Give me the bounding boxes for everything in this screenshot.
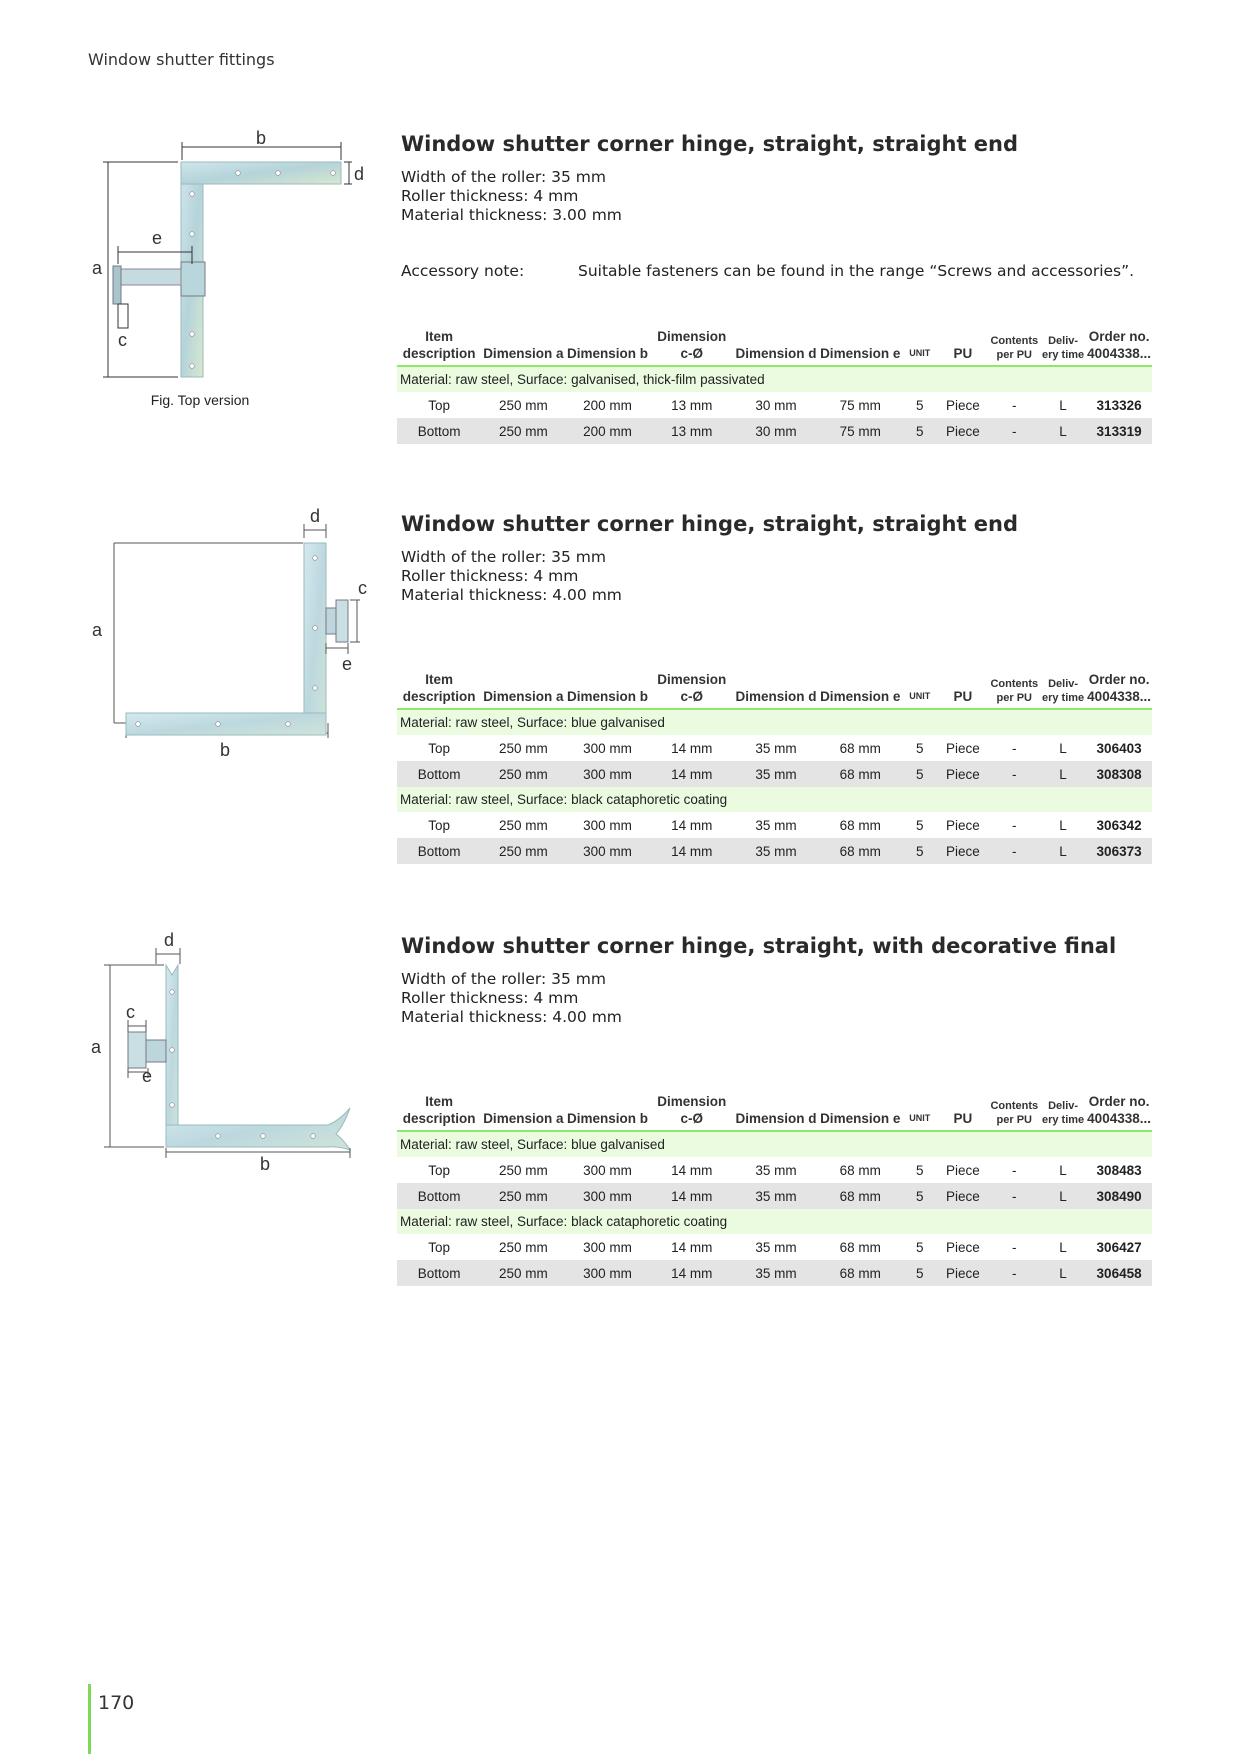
cell-item-description: Bottom [397, 761, 481, 787]
cell-dimension-a: 250 mm [498, 397, 548, 413]
cell-unit: 5 [916, 1239, 924, 1255]
col-dimension-c: Dimension c-Ø [650, 1093, 734, 1131]
cell-dimension-b: 200 mm [583, 397, 632, 413]
product-title: Window shutter corner hinge, straight, straight end [401, 132, 1019, 156]
table-row [397, 1183, 1152, 1209]
cell-order-no: 308308 [1086, 761, 1152, 787]
cell-order-no: 306458 [1086, 1260, 1152, 1286]
cell-pu: Piece [946, 397, 980, 413]
table-header-row [397, 1093, 1152, 1131]
cell-pu: Piece [946, 1162, 980, 1178]
cell-order-no: 306403 [1096, 740, 1142, 756]
col-delivery-time: Deliv- ery time [1040, 671, 1086, 709]
cell-dimension-a: 250 mm [498, 1162, 548, 1178]
cell-dimension-b: 300 mm [565, 838, 649, 864]
cell-dimension-b: 300 mm [565, 1260, 649, 1286]
cell-unit: 5 [916, 740, 924, 756]
dim-label-e: e [152, 228, 163, 248]
table-row [397, 1234, 1152, 1260]
hinge-figure-2 [88, 508, 388, 768]
cell-order-no: 308483 [1096, 1162, 1142, 1178]
cell-dimension-a: 250 mm [481, 418, 565, 444]
cell-item-description: Bottom [397, 1260, 481, 1286]
cell-dimension-c: 14 mm [650, 1183, 734, 1209]
page-number: 170 [98, 1692, 135, 1714]
cell-dimension-d: 35 mm [734, 1183, 818, 1209]
cell-dimension-d: 35 mm [734, 761, 818, 787]
col-pu: PU [937, 1093, 988, 1131]
col-dimension-c: Dimension c-Ø [650, 671, 734, 709]
cell-dimension-d: 35 mm [755, 1162, 797, 1178]
cell-dimension-e: 68 mm [839, 1162, 881, 1178]
cell-dimension-c: 14 mm [671, 817, 713, 833]
cell-dimension-b: 300 mm [583, 1239, 632, 1255]
material-row [397, 1131, 1152, 1157]
table-row [397, 838, 1152, 864]
cell-dimension-e: 68 mm [839, 817, 881, 833]
cell-order-no: 306427 [1096, 1239, 1142, 1255]
cell-dimension-e: 68 mm [818, 838, 902, 864]
cell-dimension-e: 68 mm [818, 1260, 902, 1286]
table-row [397, 735, 1152, 761]
table-row [397, 418, 1152, 444]
cell-contents-per-pu: - [989, 1183, 1040, 1209]
col-dimension-d: Dimension d [734, 671, 818, 709]
cell-contents-per-pu: - [1012, 397, 1017, 413]
cell-order-no: 313319 [1086, 418, 1152, 444]
cell-dimension-b: 300 mm [583, 1162, 632, 1178]
cell-item-description: Top [428, 1162, 450, 1178]
col-delivery-time: Deliv- ery time [1040, 1093, 1086, 1131]
material-row [397, 366, 1152, 392]
cell-delivery-time: L [1040, 1183, 1086, 1209]
cell-unit: 5 [916, 1162, 924, 1178]
dim-label-e: e [142, 1066, 153, 1086]
cell-order-no: 306342 [1096, 817, 1142, 833]
cell-pu: Piece [937, 1183, 988, 1209]
cell-delivery-time: L [1040, 838, 1086, 864]
cell-dimension-b: 300 mm [565, 761, 649, 787]
col-dimension-a: Dimension a [481, 671, 565, 709]
figure-caption: Fig. Top version [150, 392, 250, 408]
cell-dimension-a: 250 mm [481, 1260, 565, 1286]
cell-dimension-c: 14 mm [671, 1162, 713, 1178]
col-pu: PU [937, 328, 988, 366]
cell-dimension-b: 300 mm [583, 740, 632, 756]
spec-roller-thickness: Roller thickness: 4 mm [401, 187, 579, 205]
spec-material-thickness: Material thickness: 4.00 mm [401, 1008, 622, 1026]
cell-item-description: Top [428, 1239, 450, 1255]
col-item-description: Item description [397, 671, 481, 709]
cell-contents-per-pu: - [1012, 740, 1017, 756]
cell-dimension-d: 30 mm [734, 418, 818, 444]
dim-label-d: d [310, 506, 321, 526]
cell-item-description: Bottom [397, 838, 481, 864]
cell-dimension-b: 300 mm [583, 817, 632, 833]
cell-dimension-c: 14 mm [650, 1260, 734, 1286]
cell-delivery-time: L [1040, 761, 1086, 787]
accessory-note-label: Accessory note: [401, 262, 525, 280]
dim-label-c: c [358, 578, 367, 598]
cell-dimension-e: 68 mm [818, 1183, 902, 1209]
cell-pu: Piece [946, 1239, 980, 1255]
hinge-figure-1 [88, 128, 388, 394]
dim-label-c: c [118, 330, 127, 350]
cell-pu: Piece [946, 817, 980, 833]
cell-dimension-c: 13 mm [671, 397, 713, 413]
cell-delivery-time: L [1040, 418, 1086, 444]
running-head: Window shutter fittings [88, 50, 275, 69]
product-title: Window shutter corner hinge, straight, straight end [401, 512, 1019, 536]
cell-item-description: Top [428, 397, 450, 413]
spec-roller-thickness: Roller thickness: 4 mm [401, 989, 579, 1007]
cell-dimension-a: 250 mm [498, 817, 548, 833]
col-order-no: Order no. 4004338... [1086, 328, 1152, 366]
dim-label-b: b [260, 1154, 271, 1174]
spec-material-thickness: Material thickness: 4.00 mm [401, 586, 622, 604]
cell-dimension-a: 250 mm [481, 761, 565, 787]
col-contents-per-pu: Contents per PU [989, 1093, 1040, 1131]
cell-pu: Piece [946, 740, 980, 756]
material-label: Material: raw steel, Surface: black cataphoretic coating [397, 1209, 1152, 1234]
dim-label-c: c [126, 1002, 135, 1022]
cell-dimension-b: 300 mm [565, 1183, 649, 1209]
cell-dimension-d: 35 mm [734, 1260, 818, 1286]
material-row [397, 709, 1152, 735]
cell-dimension-a: 250 mm [481, 1183, 565, 1209]
cell-dimension-c: 14 mm [671, 1239, 713, 1255]
col-order-no: Order no. 4004338... [1086, 671, 1152, 709]
col-order-no: Order no. 4004338... [1086, 1093, 1152, 1131]
col-dimension-e: Dimension e [818, 671, 902, 709]
cell-contents-per-pu: - [989, 1260, 1040, 1286]
cell-unit: 5 [916, 397, 924, 413]
table-row [397, 812, 1152, 838]
cell-order-no: 313326 [1096, 397, 1142, 413]
col-dimension-e: Dimension e [818, 1093, 902, 1131]
dim-label-b: b [256, 128, 267, 148]
col-dimension-b: Dimension b [565, 328, 649, 366]
cell-item-description: Top [428, 817, 450, 833]
cell-dimension-d: 35 mm [755, 740, 797, 756]
hinge-drawing-1 [88, 128, 388, 379]
col-unit: UNIT [902, 1093, 937, 1131]
col-unit: UNIT [902, 328, 937, 366]
hinge-drawing-3 [88, 920, 388, 1174]
spec-table-1 [397, 328, 1152, 444]
cell-pu: Piece [937, 838, 988, 864]
cell-unit: 5 [902, 838, 937, 864]
spec-material-thickness: Material thickness: 3.00 mm [401, 206, 622, 224]
cell-dimension-b: 200 mm [565, 418, 649, 444]
cell-order-no: 308490 [1086, 1183, 1152, 1209]
cell-order-no: 306373 [1086, 838, 1152, 864]
cell-delivery-time: L [1059, 817, 1067, 833]
cell-delivery-time: L [1059, 740, 1067, 756]
col-unit: UNIT [902, 671, 937, 709]
cell-dimension-e: 68 mm [839, 740, 881, 756]
material-row [397, 787, 1152, 812]
cell-dimension-a: 250 mm [498, 1239, 548, 1255]
dim-label-b: b [220, 740, 231, 760]
col-pu: PU [937, 671, 988, 709]
spec-roller-width: Width of the roller: 35 mm [401, 548, 606, 566]
cell-dimension-e: 68 mm [839, 1239, 881, 1255]
col-dimension-d: Dimension d [734, 328, 818, 366]
cell-unit: 5 [902, 1260, 937, 1286]
cell-contents-per-pu: - [1012, 1239, 1017, 1255]
material-label: Material: raw steel, Surface: blue galvanised [397, 1131, 1152, 1157]
accessory-note-text: Suitable fasteners can be found in the range “Screws and accessories”. [578, 262, 1135, 280]
table-header-row [397, 328, 1152, 366]
col-dimension-b: Dimension b [565, 1093, 649, 1131]
cell-unit: 5 [902, 1183, 937, 1209]
col-delivery-time: Deliv- ery time [1040, 328, 1086, 366]
hinge-figure-3 [88, 920, 388, 1180]
cell-contents-per-pu: - [989, 418, 1040, 444]
table-header-row [397, 671, 1152, 709]
cell-dimension-d: 35 mm [755, 1239, 797, 1255]
table-row [397, 1260, 1152, 1286]
cell-dimension-c: 13 mm [650, 418, 734, 444]
cell-dimension-d: 35 mm [755, 817, 797, 833]
dim-label-a: a [92, 620, 103, 640]
cell-dimension-e: 75 mm [818, 418, 902, 444]
dim-label-d: d [164, 930, 175, 950]
cell-dimension-a: 250 mm [481, 838, 565, 864]
cell-item-description: Bottom [397, 418, 481, 444]
spec-roller-thickness: Roller thickness: 4 mm [401, 567, 579, 585]
cell-dimension-d: 30 mm [755, 397, 797, 413]
spec-roller-width: Width of the roller: 35 mm [401, 168, 606, 186]
cell-unit: 5 [902, 418, 937, 444]
cell-item-description: Bottom [397, 1183, 481, 1209]
cell-pu: Piece [937, 418, 988, 444]
cell-contents-per-pu: - [1012, 1162, 1017, 1178]
cell-dimension-c: 14 mm [650, 838, 734, 864]
dim-label-e: e [342, 654, 353, 674]
cell-dimension-d: 35 mm [734, 838, 818, 864]
material-label: Material: raw steel, Surface: black cataphoretic coating [397, 787, 1152, 812]
page-number-bar [88, 1684, 135, 1754]
col-contents-per-pu: Contents per PU [989, 328, 1040, 366]
cell-unit: 5 [902, 761, 937, 787]
col-dimension-b: Dimension b [565, 671, 649, 709]
cell-contents-per-pu: - [989, 838, 1040, 864]
cell-pu: Piece [937, 761, 988, 787]
spec-table-2 [397, 671, 1152, 864]
cell-unit: 5 [916, 817, 924, 833]
product-title: Window shutter corner hinge, straight, with decorative final [401, 934, 1117, 958]
table-row [397, 1157, 1152, 1183]
cell-item-description: Top [428, 740, 450, 756]
col-item-description: Item description [397, 328, 481, 366]
col-dimension-c: Dimension c-Ø [650, 328, 734, 366]
material-row [397, 1209, 1152, 1234]
table-row [397, 761, 1152, 787]
cell-delivery-time: L [1059, 1162, 1067, 1178]
dim-label-a: a [91, 1037, 102, 1057]
cell-delivery-time: L [1040, 1260, 1086, 1286]
col-dimension-a: Dimension a [481, 1093, 565, 1131]
cell-delivery-time: L [1059, 1239, 1067, 1255]
col-contents-per-pu: Contents per PU [989, 671, 1040, 709]
material-label: Material: raw steel, Surface: galvanised, thick-film passivated [397, 366, 1152, 392]
cell-contents-per-pu: - [1012, 817, 1017, 833]
cell-dimension-e: 75 mm [839, 397, 881, 413]
table-row [397, 392, 1152, 418]
cell-dimension-e: 68 mm [818, 761, 902, 787]
cell-pu: Piece [937, 1260, 988, 1286]
cell-dimension-c: 14 mm [650, 761, 734, 787]
col-item-description: Item description [397, 1093, 481, 1131]
hinge-drawing-2 [88, 506, 388, 760]
spec-roller-width: Width of the roller: 35 mm [401, 970, 606, 988]
cell-delivery-time: L [1059, 397, 1067, 413]
cell-dimension-c: 14 mm [671, 740, 713, 756]
dim-label-a: a [92, 258, 103, 278]
cell-dimension-a: 250 mm [498, 740, 548, 756]
col-dimension-d: Dimension d [734, 1093, 818, 1131]
col-dimension-e: Dimension e [818, 328, 902, 366]
col-dimension-a: Dimension a [481, 328, 565, 366]
dim-label-d: d [354, 164, 365, 184]
cell-contents-per-pu: - [989, 761, 1040, 787]
material-label: Material: raw steel, Surface: blue galvanised [397, 709, 1152, 735]
spec-table-3 [397, 1093, 1152, 1286]
